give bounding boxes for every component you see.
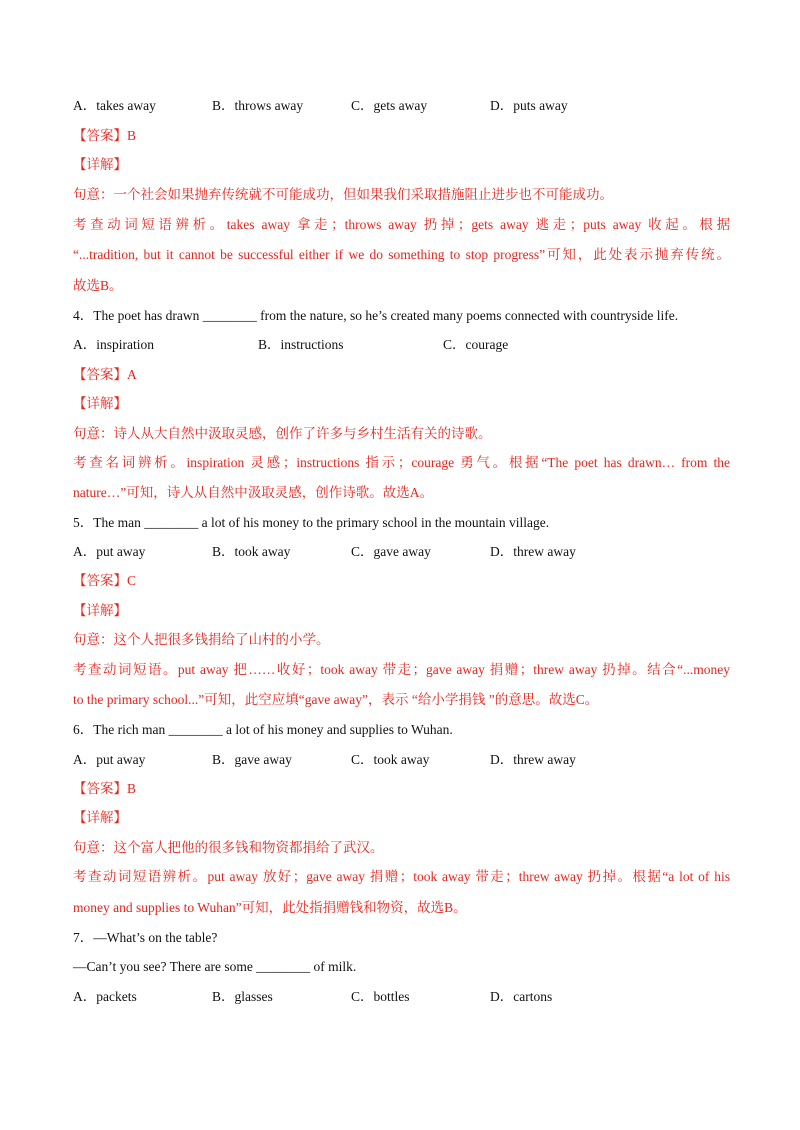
q5-option-a: A．put away: [73, 544, 146, 559]
q6-meaning: 句意：这个富人把他的很多钱和物资都捐给了武汉。: [73, 840, 384, 855]
q3-option-c: C．gets away: [351, 98, 428, 113]
q7-option-c: C．bottles: [351, 989, 410, 1004]
q7-option-a: A．packets: [73, 989, 137, 1004]
q6-option-a: A．put away: [73, 752, 146, 767]
q4-answer: 【答案】A: [73, 367, 137, 382]
q6-option-b: B．gave away: [212, 752, 292, 767]
q5-answer: 【答案】C: [73, 573, 137, 588]
q5-option-d: D．threw away: [490, 544, 576, 559]
q6-detail-label: 【详解】: [73, 810, 127, 825]
q3-option-a: A．takes away: [73, 98, 156, 113]
q7-question-line2: —Can’t you see? There are some ________ of milk.: [73, 959, 357, 974]
q5-option-b: B．took away: [212, 544, 291, 559]
q5-question: 5．The man ________ a lot of his money to the primary school in the mountain village.: [73, 515, 550, 530]
q4-option-b: B．instructions: [258, 337, 344, 352]
q4-option-c: C．courage: [443, 337, 509, 352]
q3-answer: 【答案】B: [73, 128, 137, 143]
q6-option-d: D．threw away: [490, 752, 576, 767]
q3-option-b: B．throws away: [212, 98, 304, 113]
q3-meaning: 句意：一个社会如果抛弃传统就不可能成功，但如果我们采取措施阻止进步也不可能成功。: [73, 187, 613, 202]
q4-meaning: 句意：诗人从大自然中汲取灵感，创作了许多与乡村生活有关的诗歌。: [73, 426, 492, 441]
q7-option-d: D．cartons: [490, 989, 553, 1004]
q6-answer: 【答案】B: [73, 781, 137, 796]
q4-analysis-line2: nature…”可知，诗人从自然中汲取灵感，创作诗歌。故选A。: [73, 485, 433, 500]
q6-analysis-line1: 考查动词短语辨析。put away 放好；gave away 捐赠；took away 带走；threw away 扔掉。根据“a lot of his: [73, 869, 730, 884]
q3-analysis-line3: 故选B。: [73, 278, 123, 293]
q6-option-c: C．took away: [351, 752, 430, 767]
q4-detail-label: 【详解】: [73, 396, 127, 411]
q3-analysis-line2: “...tradition, but it cannot be successful either if we do something to stop progress”可知，此处表示抛弃传统。: [73, 247, 730, 262]
q4-question: 4．The poet has drawn ________ from the nature, so he’s created many poems connected with countryside life.: [73, 308, 679, 323]
q5-detail-label: 【详解】: [73, 603, 127, 618]
q7-option-b: B．glasses: [212, 989, 273, 1004]
q3-analysis-line1: 考查动词短语辨析。takes away 拿走；throws away 扔掉；gets away 逃走；puts away 收起。根据: [73, 217, 730, 232]
q4-option-a: A．inspiration: [73, 337, 154, 352]
q5-option-c: C．gave away: [351, 544, 431, 559]
q3-option-d: D．puts away: [490, 98, 568, 113]
q5-meaning: 句意：这个人把很多钱捐给了山村的小学。: [73, 632, 330, 647]
q4-analysis-line1: 考查名词辨析。inspiration 灵感；instructions 指示；courage 勇气。根据“The poet has drawn… from the: [73, 455, 730, 470]
q3-detail-label: 【详解】: [73, 157, 127, 172]
q7-question: 7．—What’s on the table?: [73, 930, 218, 945]
q5-analysis-line1: 考查动词短语。put away 把……收好；took away 带走；gave away 捐赠；threw away 扔掉。结合“...money: [73, 662, 730, 677]
q6-analysis-line2: money and supplies to Wuhan”可知，此处指捐赠钱和物资，故选B。: [73, 900, 467, 915]
q6-question: 6．The rich man ________ a lot of his money and supplies to Wuhan.: [73, 722, 453, 737]
q5-analysis-line2: to the primary school...”可知，此空应填“gave away”，表示 “给小学捐钱 ”的意思。故选C。: [73, 692, 599, 707]
